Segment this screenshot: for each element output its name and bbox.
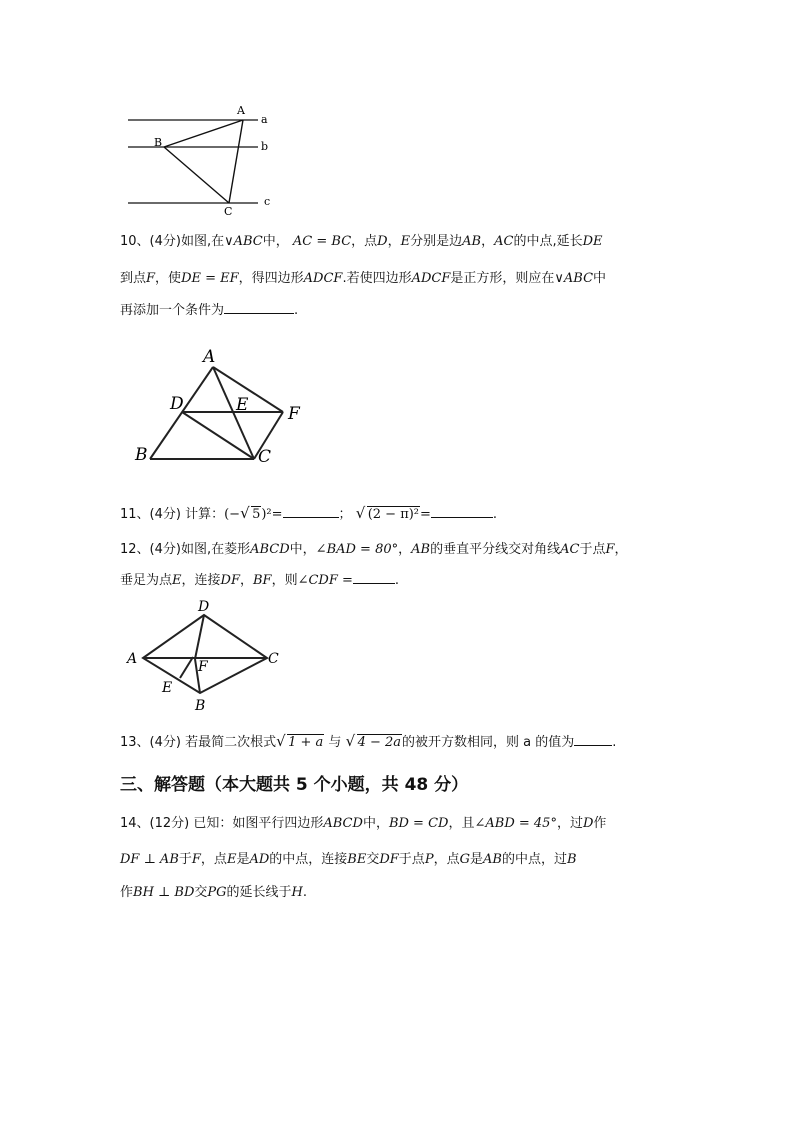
- q12-line2: 垂足为点E，连接DF，BF，则∠CDF = .: [120, 573, 400, 588]
- segment-AC: [229, 120, 243, 203]
- label-A: A: [127, 651, 138, 667]
- label-E: E: [236, 395, 249, 415]
- q10-line3: 再添加一个条件为 .: [120, 303, 299, 318]
- label-a: a: [261, 113, 268, 126]
- label-b: b: [261, 140, 269, 153]
- answer-blank-q10[interactable]: [224, 301, 294, 314]
- label-D: D: [170, 394, 184, 414]
- answer-blank-q12[interactable]: [353, 571, 395, 584]
- label-c: c: [264, 195, 271, 208]
- label-F: F: [198, 659, 208, 675]
- label-B: B: [154, 136, 163, 149]
- figure-triangle-adcf: [130, 342, 315, 467]
- q13-line: 13、(4分) 若最简二次根式 √ 1 + a 与 √ 4 − 2a的被开方数相同，则 a 的值为 .: [120, 732, 617, 750]
- label-B: B: [135, 445, 148, 465]
- sqrt-5: √ 5: [240, 504, 261, 522]
- figure-parallel-lines-triangle: [120, 100, 290, 220]
- q14-line2: DF ⊥ AB于F，点E是AD的中点，连接BE交DF于点P，点G是AB的中点，过B: [120, 852, 577, 867]
- answer-blank-q13[interactable]: [574, 733, 612, 746]
- label-A: A: [203, 347, 216, 367]
- section-heading: 三、解答题（本大题共 5 个小题，共 48 分）: [120, 775, 469, 795]
- sqrt-1-plus-a: √ 1 + a: [276, 732, 324, 750]
- q12-line1: 12、(4分)如图,在菱形ABCD中，∠BAD = 80°，AB的垂直平分线交对角线AC于点F，: [120, 542, 628, 557]
- label-D: D: [198, 599, 210, 615]
- segment-EF: [180, 657, 193, 678]
- label-C: C: [258, 447, 272, 467]
- label-C: C: [268, 651, 279, 667]
- q14-line1: 14、(12分) 已知：如图平行四边形ABCD中，BD = CD，且∠ABD = 45°，过D作: [120, 816, 607, 831]
- sqrt-2-minus-pi-squared: √ (2 − π)²: [355, 504, 420, 522]
- q10-line2: 到点F，使DE = EF，得四边形ADCF.若使四边形ADCF是正方形，则应在∨ABC中: [120, 271, 607, 286]
- q11-line: 11、(4分) 计算：(− √ 5)²= ； √ (2 − π)²= .: [120, 504, 498, 522]
- sqrt-4-minus-2a: √ 4 − 2a: [345, 732, 402, 750]
- q10-line1: 10、(4分)如图,在∨ABC中， AC = BC，点D，E分别是边AB，AC的中点,延长DE: [120, 234, 603, 249]
- q14-line3: 作BH ⊥ BD交PG的延长线于H.: [120, 885, 308, 900]
- label-E: E: [162, 680, 173, 696]
- answer-blank-q11a[interactable]: [283, 505, 339, 518]
- label-F: F: [288, 404, 300, 424]
- segment-AB: [164, 120, 243, 147]
- figure-rhombus-abcd: [120, 598, 290, 718]
- answer-blank-q11b[interactable]: [431, 505, 493, 518]
- label-B: B: [195, 698, 206, 714]
- label-A: A: [237, 104, 245, 117]
- label-C: C: [224, 205, 233, 218]
- segment-BC: [164, 147, 229, 203]
